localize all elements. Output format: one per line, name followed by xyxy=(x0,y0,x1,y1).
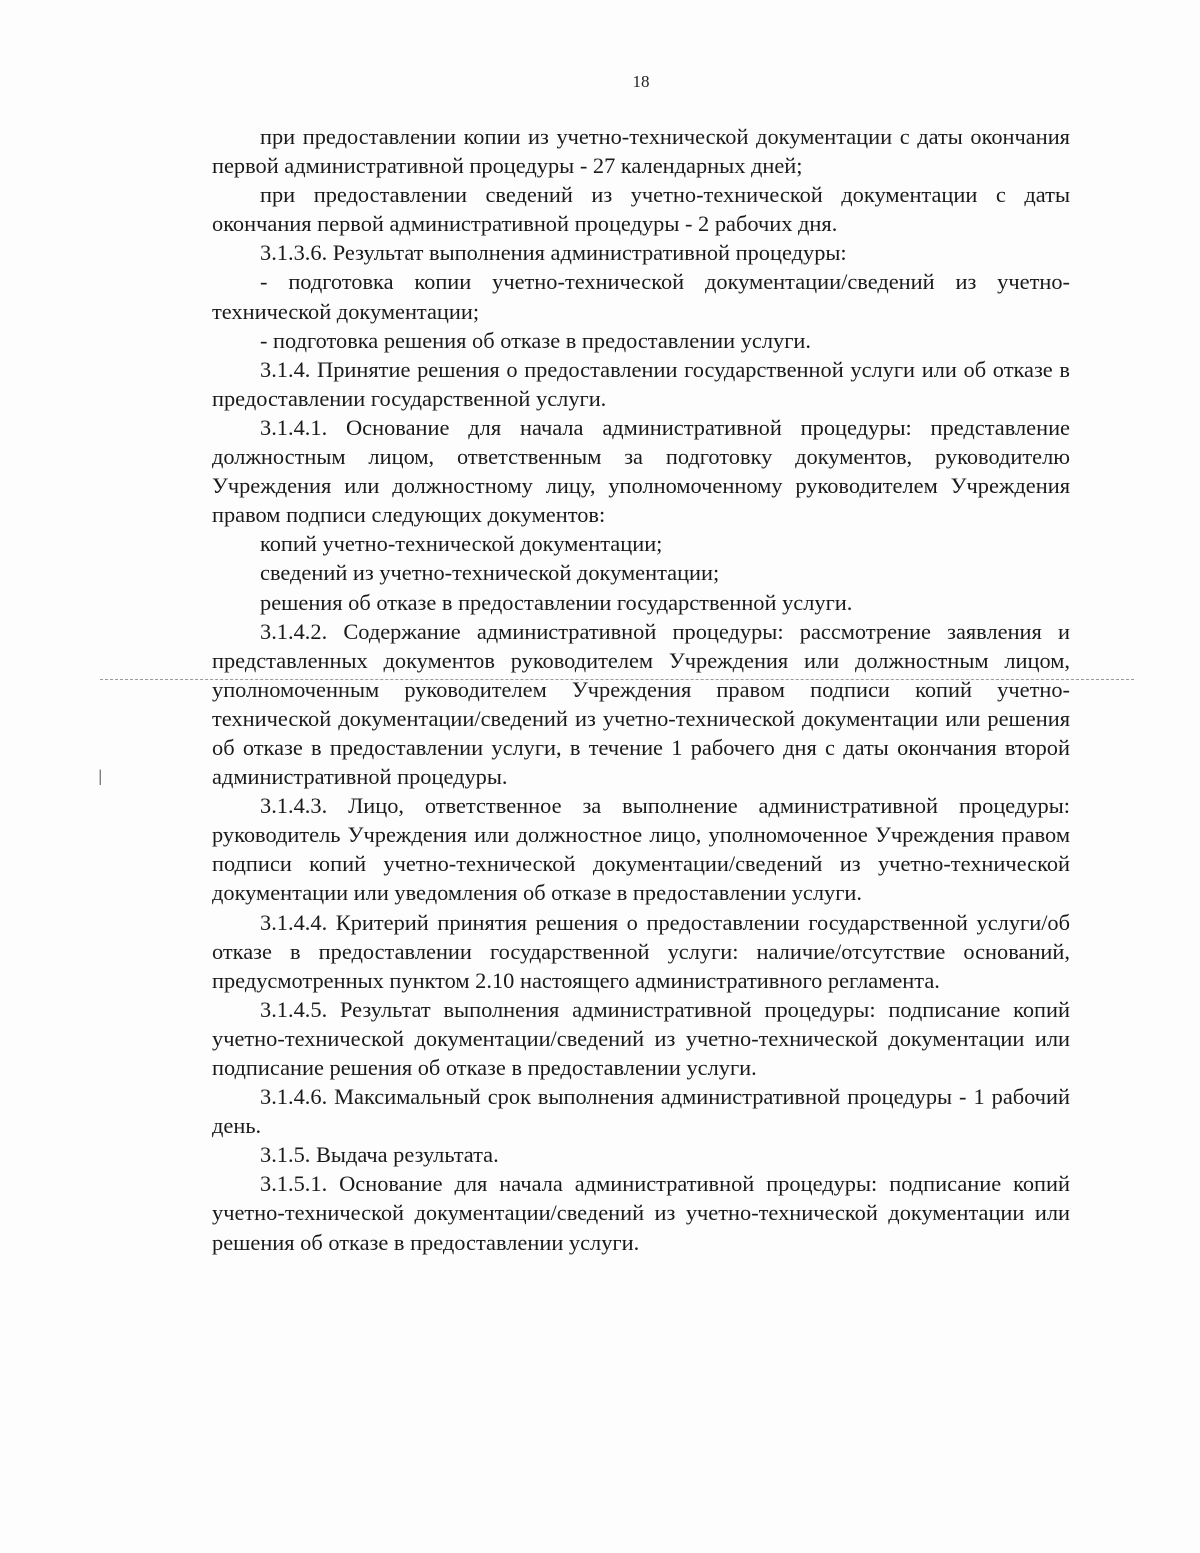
paragraph: сведений из учетно-технической документации; xyxy=(260,560,720,586)
paragraph: при предоставлении сведений из учетно-технической документации с даты окончания первой административной процедуры - 2 рабочих дня. xyxy=(212,182,1070,237)
paragraph: 3.1.5. Выдача результата. xyxy=(260,1142,499,1168)
margin-mark: ǀ xyxy=(98,765,103,790)
paragraph: 3.1.4.5. Результат выполнения административной процедуры: подписание копий учетно-технической документации/сведений из учетно-технической документации или подписание решения об отказе в предоставлении услуги. xyxy=(212,996,1070,1080)
paragraph: - подготовка решения об отказе в предоставлении услуги. xyxy=(260,327,812,353)
document-body xyxy=(212,122,1070,1257)
paragraph: 3.1.4.4. Критерий принятия решения о предоставлении государственной услуги/об отказе в предоставлении государственной услуги: наличие/отсутствие оснований, предусмотренных пунктом 2.10 настоящего административного регламента. xyxy=(212,909,1070,993)
paragraph: - подготовка копии учетно-технической документации/сведений из учетно-технической документации; xyxy=(212,269,1070,324)
paragraph: решения об отказе в предоставлении государственной услуги. xyxy=(260,589,853,615)
paragraph: 3.1.5.1. Основание для начала административной процедуры: подписание копий учетно-технической документации/сведений из учетно-технической документации или решения об отказе в предоставлении услуги. xyxy=(212,1171,1070,1255)
paragraph: 3.1.4.2. Содержание административной процедуры: рассмотрение заявления и представленных документов руководителем Учреждения или должностным лицом, уполномоченным руководителем Учреждения правом подписи копий учетно-технической документации/сведений из учетно-технической документации или решения об отказе в предоставлении услуги, в течение 1 рабочего дня с даты окончания второй административной процедуры. xyxy=(212,618,1070,790)
paragraph: 3.1.4. Принятие решения о предоставлении государственной услуги или об отказе в предоставлении государственной услуги. xyxy=(212,356,1070,411)
page-number: 18 xyxy=(632,72,650,91)
paragraph: 3.1.3.6. Результат выполнения административной процедуры: xyxy=(260,240,847,266)
paragraph: копий учетно-технической документации; xyxy=(260,531,663,557)
paragraph: 3.1.4.3. Лицо, ответственное за выполнение административной процедуры: руководитель Учреждения или должностное лицо, уполномоченное Учреждения правом подписи копий учетно-технической документации/сведений из учетно-технической документации или уведомления об отказе в предоставлении услуги. xyxy=(212,793,1070,906)
paragraph: 3.1.4.6. Максимальный срок выполнения административной процедуры - 1 рабочий день. xyxy=(212,1084,1070,1139)
paragraph: 3.1.4.1. Основание для начала административной процедуры: представление должностным лицом, ответственным за подготовку документов, руководителю Учреждения или должностному лицу, уполномоченному руководителем Учреждения правом подписи следующих документов: xyxy=(212,414,1070,528)
paragraph: при предоставлении копии из учетно-технической документации с даты окончания первой административной процедуры - 27 календарных дней; xyxy=(212,124,1070,179)
